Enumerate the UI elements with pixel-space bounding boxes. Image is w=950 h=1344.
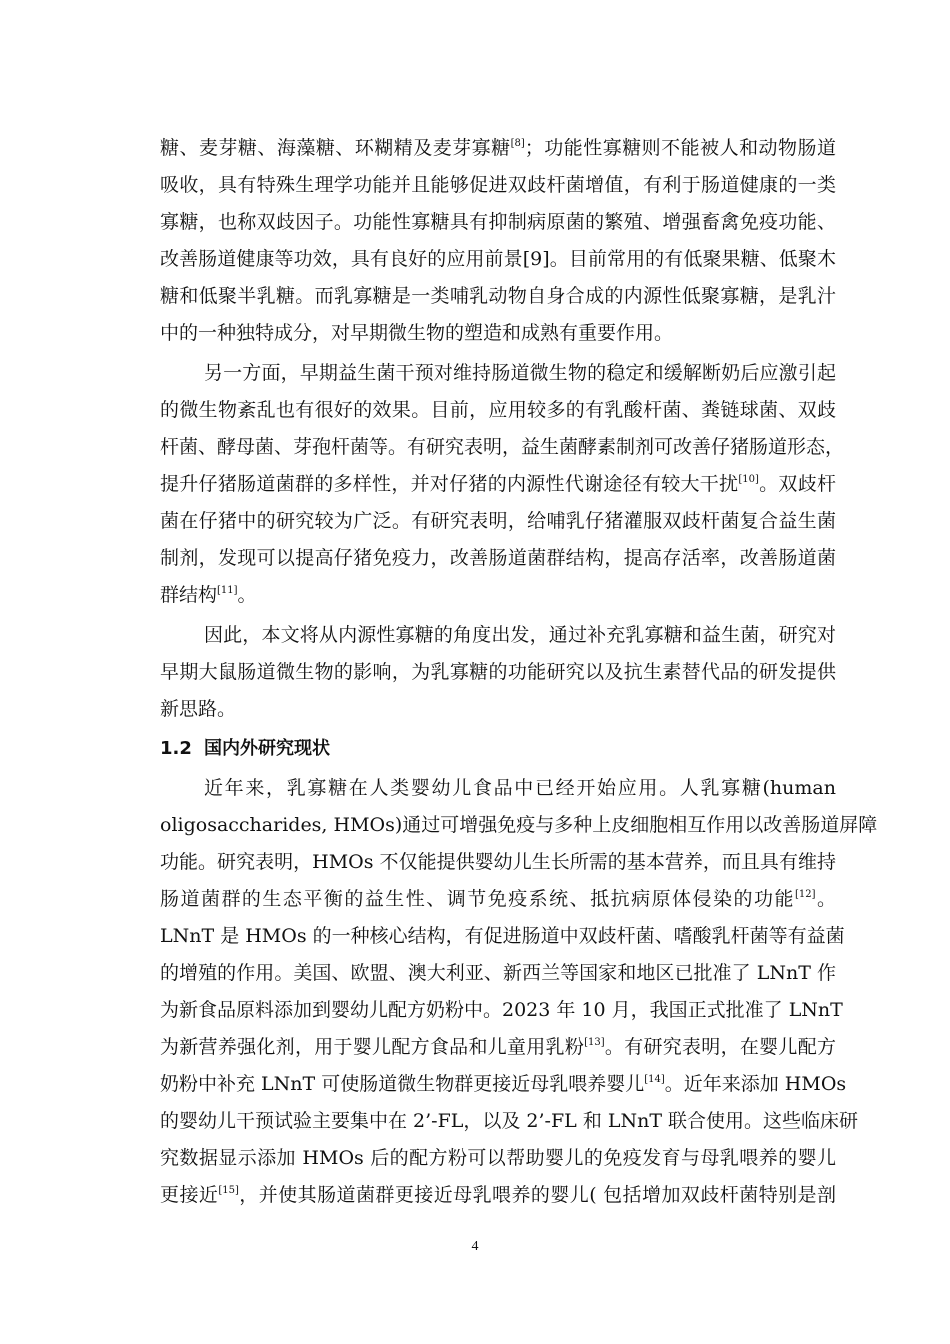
citation-ref[interactable]: [13] [584, 1037, 605, 1048]
paragraph-line: 功能。研究表明，HMOs 不仅能提供婴幼儿生长所需的基本营养，而且具有维持 [160, 851, 836, 873]
paragraph-line: 的婴幼儿干预试验主要集中在 2’-FL，以及 2’-FL 和 LNnT 联合使用。这些临床研 [160, 1110, 859, 1132]
paragraph-line: LNnT 是 HMOs 的一种核心结构，有促进肠道中双歧杆菌、嗜酸乳杆菌等有益菌 [160, 925, 845, 947]
paragraph-line: 为新营养强化剂，用于婴儿配方食品和儿童用乳粉[13]。有研究表明，在婴儿配方 [160, 1036, 836, 1058]
section-number: 1.2 [160, 738, 192, 759]
paragraph-line: 究数据显示添加 HMOs 后的配方粉可以帮助婴儿的免疫发育与母乳喂养的婴儿 [160, 1147, 836, 1169]
paragraph-line: 早期大鼠肠道微生物的影响，为乳寡糖的功能研究以及抗生素替代品的研发提供 [160, 661, 836, 683]
paragraph-line: 提升仔猪肠道菌群的多样性，并对仔猪的内源性代谢途径有较大干扰[10]。双歧杆 [160, 473, 836, 495]
paragraph-line: 改善肠道健康等功效，具有良好的应用前景[9]。目前常用的有低聚果糖、低聚木 [160, 248, 836, 270]
citation-ref[interactable]: [14] [644, 1074, 665, 1085]
paragraph-line: 吸收，具有特殊生理学功能并且能够促进双歧杆菌增值，有利于肠道健康的一类 [160, 174, 836, 196]
paragraph-line: 因此，本文将从内源性寡糖的角度出发，通过补充乳寡糖和益生菌，研究对 [204, 624, 836, 646]
paragraph-line: 的增殖的作用。美国、欧盟、澳大利亚、新西兰等国家和地区已批准了 LNnT 作 [160, 962, 836, 984]
citation-ref[interactable]: [11] [217, 585, 238, 596]
paragraph-line: 新思路。 [160, 698, 237, 720]
paragraph-line: 肠道菌群的生态平衡的益生性、调节免疫系统、抵抗病原体侵染的功能[12]。 [160, 888, 836, 910]
paragraph-line: 糖和低聚半乳糖。而乳寡糖是一类哺乳动物自身合成的内源性低聚寡糖，是乳汁 [160, 285, 836, 307]
paragraph-line: 制剂，发现可以提高仔猪免疫力，改善肠道菌群结构，提高存活率，改善肠道菌 [160, 547, 836, 569]
paragraph-line: 杆菌、酵母菌、芽孢杆菌等。有研究表明，益生菌酵素制剂可改善仔猪肠道形态， [160, 436, 845, 458]
citation-ref[interactable]: [15] [218, 1185, 239, 1196]
paragraph-line: 另一方面，早期益生菌干预对维持肠道微生物的稳定和缓解断奶后应激引起 [204, 362, 836, 384]
paragraph-line: 为新食品原料添加到婴幼儿配方奶粉中。2023 年 10 月，我国正式批准了 LNnT [160, 999, 843, 1021]
paragraph-line: oligosaccharides, HMOs)通过可增强免疫与多种上皮细胞相互作用以改善肠道屏障 [160, 814, 878, 836]
paragraph-line: 中的一种独特成分，对早期微生物的塑造和成熟有重要作用。 [160, 322, 674, 344]
paragraph-line: 糖、麦芽糖、海藻糖、环糊精及麦芽寡糖[8]；功能性寡糖则不能被人和动物肠道 [160, 137, 836, 159]
page-number: 4 [471, 1239, 479, 1254]
paragraph-line: 寡糖，也称双歧因子。功能性寡糖具有抑制病原菌的繁殖、增强畜禽免疫功能、 [160, 211, 836, 233]
paragraph-line: 近年来，乳寡糖在人类婴幼儿食品中已经开始应用。人乳寡糖(human [204, 777, 836, 799]
citation-ref[interactable]: [8] [510, 138, 525, 149]
paragraph-line: 奶粉中补充 LNnT 可使肠道微生物群更接近母乳喂养婴儿[14]。近年来添加 HMOs [160, 1073, 847, 1095]
paragraph-line: 群结构[11]。 [160, 584, 257, 606]
paragraph-line: 更接近[15]，并使其肠道菌群更接近母乳喂养的婴儿( 包括增加双歧杆菌特别是剖 [160, 1184, 836, 1206]
paragraph-line: 的微生物紊乱也有很好的效果。目前，应用较多的有乳酸杆菌、粪链球菌、双歧 [160, 399, 836, 421]
citation-ref[interactable]: [10] [738, 474, 759, 485]
section-heading [160, 736, 330, 762]
citation-ref[interactable]: [12] [794, 889, 816, 900]
section-title: 国内外研究现状 [204, 738, 330, 759]
paragraph-line: 菌在仔猪中的研究较为广泛。有研究表明，给哺乳仔猪灌服双歧杆菌复合益生菌 [160, 510, 836, 532]
